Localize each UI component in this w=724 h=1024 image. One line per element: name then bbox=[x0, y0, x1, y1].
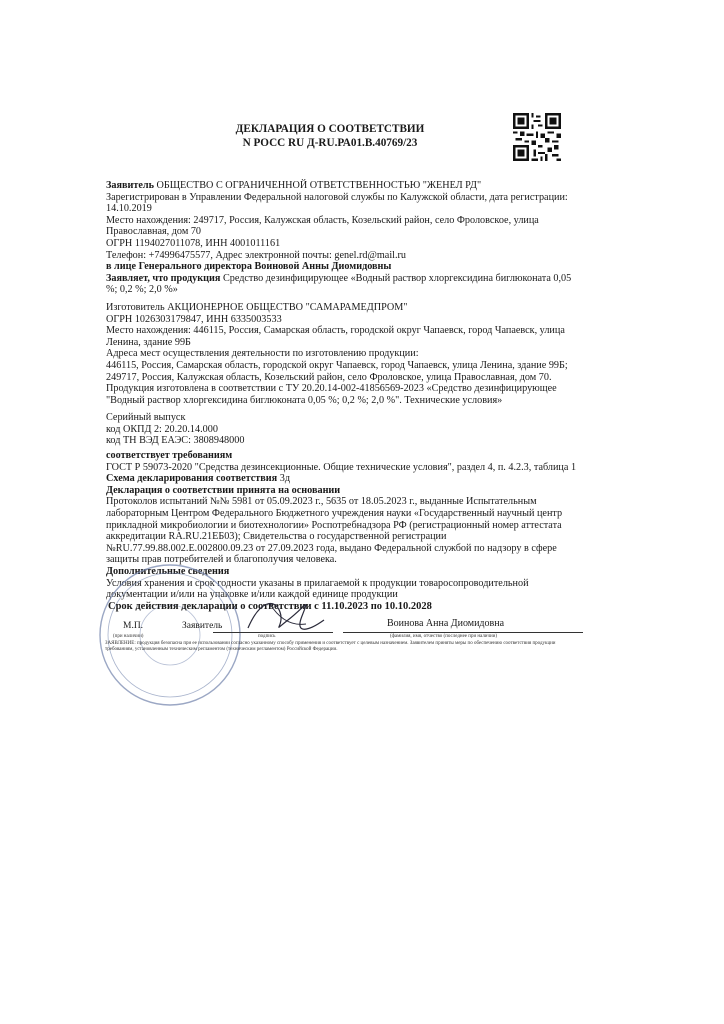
okpd-code: код ОКПД 2: 20.20.14.000 bbox=[106, 423, 218, 435]
manufacturer-sites: 446115, Россия, Самарская область, городской округ Чапаевск, город Чапаевск, улица Ленина, здание 99Б; 249717, Россия, Калужская область, Козельский район, село Фроловское, улица Православная, дом 70. bbox=[106, 359, 568, 383]
title-line-1: ДЕКЛАРАЦИЯ О СООТВЕТСТВИИ bbox=[235, 123, 425, 135]
applicant-line bbox=[106, 180, 584, 192]
product-label: Заявляет, что продукция bbox=[106, 272, 221, 284]
document-title bbox=[200, 122, 460, 150]
requirements-label: соответствует требованиям bbox=[106, 450, 233, 462]
basis-text: Протоколов испытаний №№ 5981 от 05.09.2023 г., 5635 от 18.05.2023 г., выданные Испытательным лабораторным Центром Федерального Бюджетного учреждения науки «Государственный научный центр прикладной микробиологии и биотехнологии» Роспотребнадзора РФ (регистрационный номер аттестата аккредитации RA.RU.21ЕБ03); Свидетельства о государственной регистрации №RU.77.99.88.002.Е.002800.09.23 от 27.09.2023 года, выдано Федеральной службой по надзору в сфере защиты прав потребителей и благополучия человека. bbox=[106, 496, 563, 566]
tnved-code: код ТН ВЭД ЕАЭС: 3808948000 bbox=[106, 435, 245, 447]
scheme-value: 3д bbox=[279, 473, 290, 485]
scheme-line bbox=[106, 473, 584, 485]
scheme-label: Схема декларирования соответствия bbox=[106, 473, 278, 485]
footnote-statement: ЗАЯВЛЕНИЕ: продукция безопасна при ее использовании согласно указанному способу применения и соответствует с целевым назначением. Заявителем приняты меры по обеспечению соответствия продукции требованиям, установленным техническим регламентом (техническим регламентом) Российской Федерации. bbox=[105, 641, 556, 652]
applicant-name: ОБЩЕСТВО С ОГРАНИЧЕННОЙ ОТВЕТСТВЕННОСТЬЮ "ЖЕНЕЛ РД" bbox=[156, 180, 482, 191]
manufacturer-name: Изготовитель АКЦИОНЕРНОЕ ОБЩЕСТВО "САМАРАМЕДПРОМ" bbox=[106, 301, 408, 313]
declaration-body bbox=[106, 180, 584, 601]
serial-release: Серийный выпуск bbox=[106, 412, 186, 424]
seal-place-note: (при наличии) bbox=[113, 634, 144, 639]
manufacturer-location: Место нахождения: 446115, Россия, Самарская область, городской округ Чапаевск, город Чапаевск, улица Ленина, здание 99Б bbox=[106, 325, 565, 348]
applicant-contacts: Телефон: +74996475577, Адрес электронной почты: genel.rd@mail.ru bbox=[106, 249, 407, 261]
additional-text: Условия хранения и срок годности указаны в прилагаемой к продукции товаросопроводительной документации и/или на упаковке и/или каждой единице продукции bbox=[106, 577, 529, 601]
title-number: N РОСС RU Д-RU.РА01.В.40769/23 bbox=[242, 137, 418, 149]
additional-label: Дополнительные сведения bbox=[106, 566, 230, 577]
basis-label: Декларация о соответствии принята на основании bbox=[106, 484, 341, 496]
applicant-sign-label: Заявитель bbox=[182, 621, 223, 631]
applicant-ogrn: ОГРН 1194027011078, ИНН 4001011161 bbox=[106, 237, 281, 249]
applicant-label: Заявитель bbox=[106, 180, 154, 191]
applicant-person: в лице Генерального директора Воиновой Анны Диомидовны bbox=[106, 261, 392, 273]
manufacturer-sites-label: Адреса мест осуществления деятельности по изготовлению продукции: bbox=[106, 348, 419, 360]
product-text: Средство дезинфицирующее «Водный раствор хлоргексидина биглюконата 0,05 %; 0,2 %; 2,0 %» bbox=[106, 272, 572, 296]
validity-period: Срок действия декларации о соответствии с 11.10.2023 по 10.10.2028 bbox=[108, 601, 432, 612]
signer-name: Воинова Анна Диомидовна bbox=[387, 618, 505, 629]
signer-name-note: (фамилия, имя, отчество (последнее при наличии) bbox=[390, 634, 498, 639]
applicant-registration: Зарегистрирован в Управлении Федеральной налоговой службы по Калужской области, дата регистрации: 14.10.2019 bbox=[106, 191, 568, 215]
product-line bbox=[106, 273, 584, 296]
name-line bbox=[343, 632, 583, 633]
seal-place-label: М.П. bbox=[123, 621, 144, 631]
manufacturer-ogrn: ОГРН 1026303179847, ИНН 6335003533 bbox=[106, 313, 282, 325]
manufacturer-tu: Продукция изготовлена в соответствии с ТУ 20.20.14-002-41856569-2023 «Средство дезинфицирующее "Водный раствор хлоргексидина биглюконата 0,05 %; 0,2 %; 2,0 %". Технические условия» bbox=[106, 383, 557, 406]
requirements-gost: ГОСТ Р 59073-2020 "Средства дезинсекционные. Общие технические условия", раздел 4, п. 4.2.3, таблица 1 bbox=[106, 461, 577, 473]
handwritten-signature bbox=[240, 590, 330, 640]
applicant-location: Место нахождения: 249717, Россия, Калужская область, Козельский район, село Фроловское, улица Православная, дом 70 bbox=[106, 214, 539, 238]
signature-note: подпись bbox=[258, 634, 276, 639]
qr-code-icon bbox=[513, 113, 561, 161]
